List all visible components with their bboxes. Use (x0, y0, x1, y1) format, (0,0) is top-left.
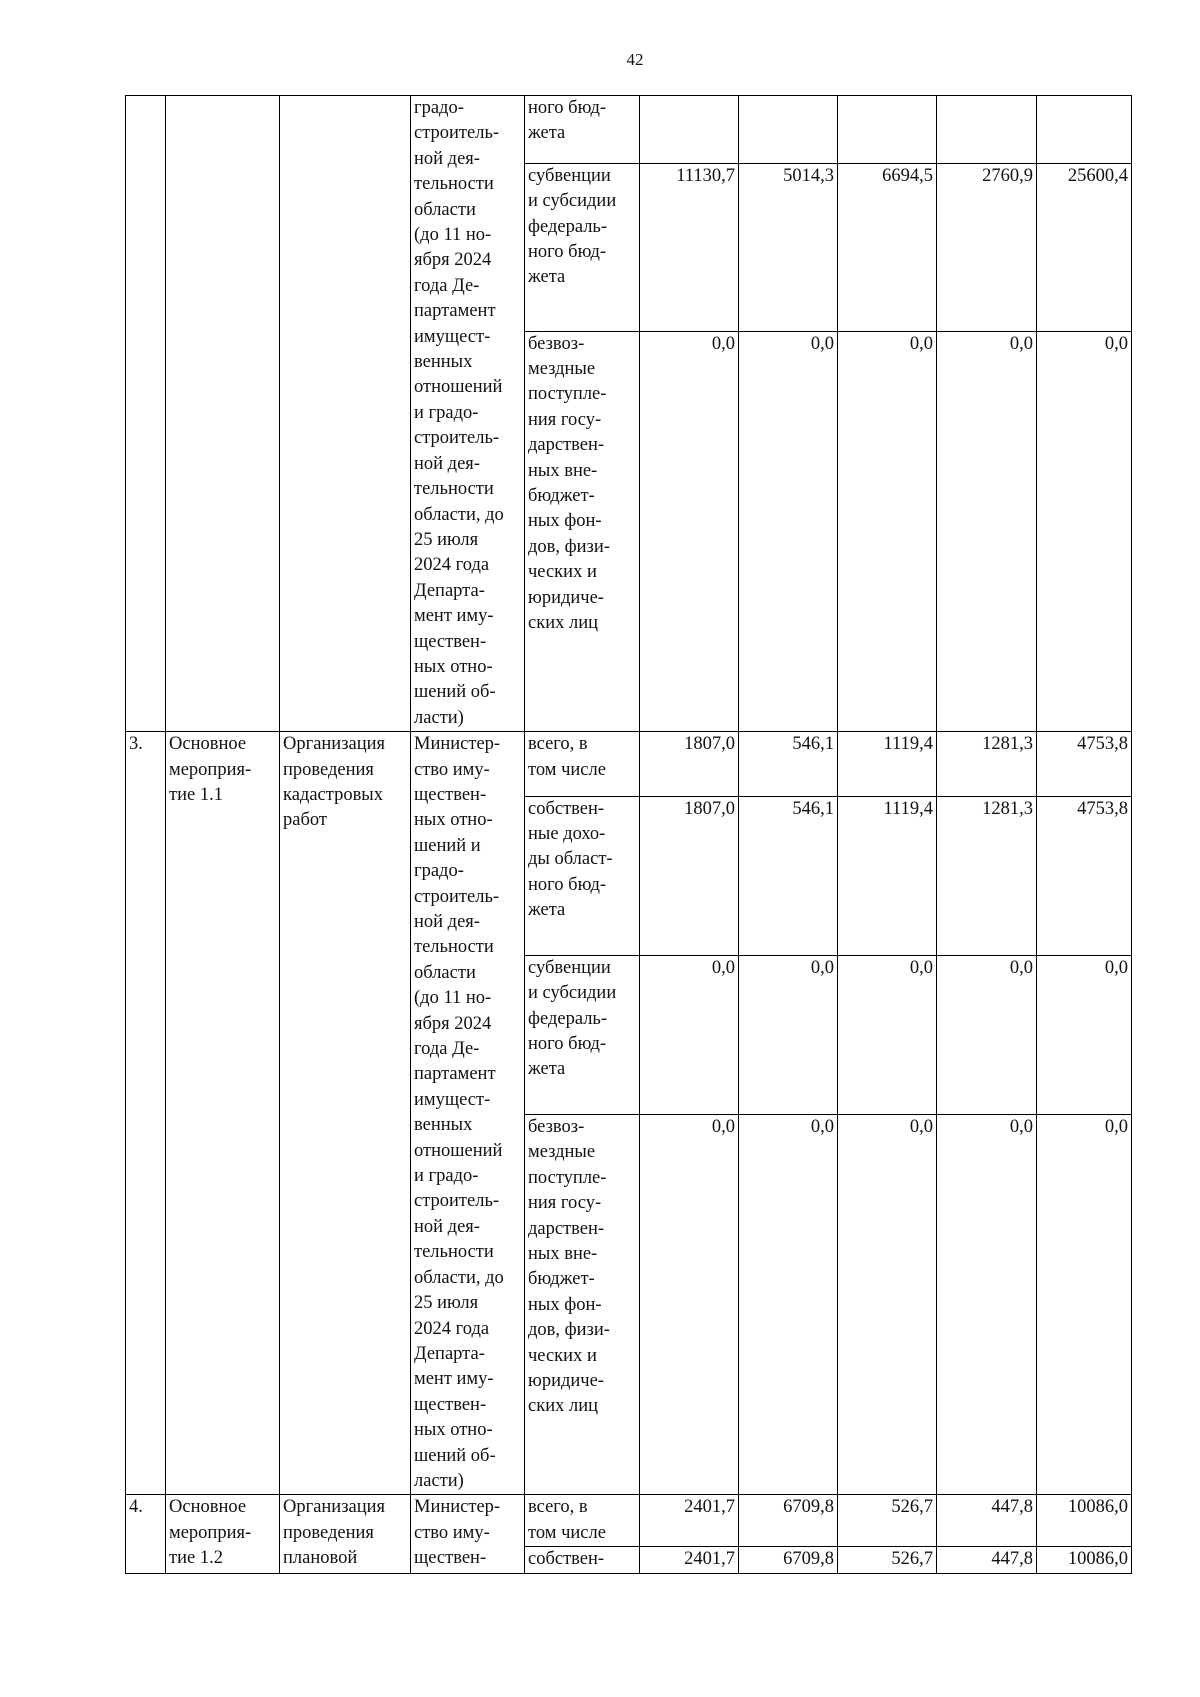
event-description-line: кадастровых (283, 784, 383, 805)
amount-cell: 1281,3 (937, 796, 1037, 955)
amount-cell: 0,0 (739, 1114, 838, 1494)
executor-line: ство иму- (414, 759, 490, 780)
executor (411, 96, 525, 732)
event-name (166, 96, 280, 732)
executor-line: (до 11 но- (414, 988, 492, 1009)
event-description-line: работ (283, 810, 327, 831)
funding-source-line: собствен- (528, 798, 605, 819)
amount-cell (1037, 96, 1132, 164)
funding-source-line: ных вне- (528, 1244, 598, 1265)
executor-line: Министер- (414, 734, 501, 755)
event-description-line: проведения (283, 759, 374, 780)
row-number (126, 96, 166, 732)
page-number: 42 (626, 50, 644, 69)
executor-line: венных (414, 1115, 473, 1136)
executor-line: области, до (414, 504, 504, 525)
executor-line: тельности (414, 174, 494, 195)
executor-line: ществен- (414, 1548, 487, 1569)
funding-source-line: дов, физи- (528, 536, 610, 557)
funding-source-line: мездные (528, 1142, 596, 1163)
amount-cell: 1807,0 (640, 732, 739, 796)
executor-line: ных отно- (414, 810, 493, 831)
executor (411, 732, 525, 1495)
funding-source-line: безвоз- (528, 333, 585, 354)
amount-cell: 6709,8 (739, 1495, 838, 1547)
executor-line: ября 2024 (414, 1013, 492, 1034)
funding-source-line: дарствен- (528, 1218, 605, 1239)
executor-line: тельности (414, 479, 494, 500)
executor-line: и градо- (414, 1166, 479, 1187)
event-name (166, 1495, 280, 1573)
amount-cell: 1281,3 (937, 732, 1037, 796)
amount-cell: 526,7 (838, 1495, 937, 1547)
funding-source-line: ды област- (528, 849, 613, 870)
amount-cell: 10086,0 (1037, 1495, 1132, 1547)
funding-source-line: ного бюд- (528, 98, 607, 118)
executor-line: области, до (414, 1267, 504, 1288)
executor-line: ных отно- (414, 1420, 493, 1441)
funding-source-line: безвоз- (528, 1116, 585, 1137)
funding-source (525, 1547, 640, 1573)
executor-line: Департа- (414, 580, 485, 601)
funding-source (525, 163, 640, 331)
executor-line: тельности (414, 1242, 494, 1263)
executor-line: строитель- (414, 428, 500, 449)
budget-table (125, 95, 1132, 1574)
table-row (126, 96, 1132, 164)
amount-cell (640, 96, 739, 164)
funding-source (525, 331, 640, 732)
amount-cell: 0,0 (640, 331, 739, 732)
executor-line: ство иму- (414, 1522, 490, 1543)
funding-source-line: федераль- (528, 216, 608, 237)
row-number: 4. (126, 1495, 166, 1573)
funding-source (525, 796, 640, 955)
amount-cell: 0,0 (937, 955, 1037, 1114)
amount-cell: 6694,5 (838, 163, 937, 331)
executor-line: ной дея- (414, 148, 480, 169)
amount-cell: 25600,4 (1037, 163, 1132, 331)
funding-source-line: бюджет- (528, 1269, 595, 1290)
funding-source-line: жета (528, 1059, 566, 1080)
executor-line: шений об- (414, 1445, 496, 1466)
funding-source-line: ного бюд- (528, 1034, 607, 1054)
amount-cell (739, 96, 838, 164)
funding-source-line: собствен- (528, 1549, 605, 1570)
funding-source (525, 96, 640, 164)
amount-cell: 546,1 (739, 796, 838, 955)
executor-line: градо- (414, 98, 464, 118)
funding-source-line: ные дохо- (528, 823, 606, 844)
executor-line: мент иму- (414, 606, 494, 627)
amount-cell: 0,0 (640, 955, 739, 1114)
amount-cell: 526,7 (838, 1547, 937, 1573)
amount-cell: 0,0 (937, 1114, 1037, 1494)
amount-cell: 1807,0 (640, 796, 739, 955)
amount-cell: 0,0 (1037, 331, 1132, 732)
amount-cell: 0,0 (739, 331, 838, 732)
funding-source-line: всего, в (528, 734, 588, 755)
funding-source-line: том числе (528, 1522, 606, 1543)
funding-source-line: жета (528, 267, 566, 288)
amount-cell: 0,0 (838, 955, 937, 1114)
executor-line: области (414, 962, 476, 983)
event-name-line: Основное (169, 1497, 247, 1518)
executor-line: года Де- (414, 275, 480, 296)
executor-line: ной дея- (414, 1216, 480, 1237)
amount-cell: 447,8 (937, 1547, 1037, 1573)
event-name-line: тие 1.1 (169, 784, 223, 805)
executor-line: области (414, 199, 476, 220)
funding-source-line: субвенции (528, 957, 611, 978)
executor-line: 2024 года (414, 555, 490, 576)
executor-line: 2024 года (414, 1318, 490, 1339)
executor-line: (до 11 но- (414, 225, 492, 246)
amount-cell: 0,0 (838, 1114, 937, 1494)
amount-cell: 2401,7 (640, 1495, 739, 1547)
executor-line: отношений (414, 1140, 503, 1161)
executor-line: 25 июля (414, 529, 479, 550)
funding-source (525, 1495, 640, 1547)
table-row (126, 1495, 1132, 1547)
amount-cell: 0,0 (838, 331, 937, 732)
funding-source (525, 732, 640, 796)
funding-source-line: и субсидии (528, 191, 617, 212)
funding-source-line: жета (528, 900, 566, 921)
event-description (280, 96, 411, 732)
event-description (280, 1495, 411, 1573)
executor-line: года Де- (414, 1039, 480, 1060)
executor-line: и градо- (414, 402, 479, 423)
funding-source-line: юридиче- (528, 1371, 604, 1392)
executor-line: ществен- (414, 784, 487, 805)
funding-source-line: поступле- (528, 1167, 607, 1188)
event-name-line: тие 1.2 (169, 1548, 223, 1569)
funding-source-line: поступле- (528, 384, 607, 405)
executor-line: Министер- (414, 1497, 501, 1518)
funding-source-line: ских лиц (528, 1396, 599, 1417)
amount-cell: 1119,4 (838, 732, 937, 796)
event-description (280, 732, 411, 1495)
executor-line: ной дея- (414, 912, 480, 932)
executor-line: строитель- (414, 1191, 500, 1212)
executor (411, 1495, 525, 1573)
amount-cell: 4753,8 (1037, 796, 1132, 955)
amount-cell: 0,0 (739, 955, 838, 1114)
executor-line: строитель- (414, 886, 500, 907)
funding-source-line: ных фон- (528, 511, 602, 532)
funding-source-line: субвенции (528, 165, 611, 186)
executor-line: партамент (414, 301, 496, 322)
executor-line: ществен- (414, 1394, 487, 1415)
funding-source-line: мездные (528, 358, 596, 379)
event-name-line: мероприя- (169, 759, 252, 780)
event-name-line: Основное (169, 734, 247, 755)
amount-cell: 6709,8 (739, 1547, 838, 1573)
funding-source-line: юридиче- (528, 587, 604, 608)
executor-line: ной дея- (414, 453, 480, 474)
executor-line: градо- (414, 861, 464, 882)
funding-source-line: ческих и (528, 1345, 597, 1366)
executor-line: отношений (414, 377, 503, 398)
executor-line: венных (414, 352, 473, 373)
executor-line: Департа- (414, 1343, 485, 1364)
amount-cell: 0,0 (640, 1114, 739, 1494)
funding-source-line: федераль- (528, 1008, 608, 1029)
executor-line: ласти) (414, 1470, 464, 1491)
funding-source-line: ных вне- (528, 460, 598, 481)
funding-source-line: ния госу- (528, 409, 602, 430)
funding-source-line: ных фон- (528, 1294, 602, 1315)
amount-cell: 0,0 (1037, 1114, 1132, 1494)
event-description-line: проведения (283, 1522, 374, 1543)
executor-line: мент иму- (414, 1369, 494, 1390)
amount-cell: 1119,4 (838, 796, 937, 955)
funding-source-line: ного бюд- (528, 242, 607, 263)
executor-line: строитель- (414, 123, 500, 144)
funding-source-line: всего, в (528, 1497, 588, 1518)
executor-line: ября 2024 (414, 250, 492, 271)
amount-cell: 0,0 (1037, 955, 1132, 1114)
amount-cell: 4753,8 (1037, 732, 1132, 796)
amount-cell: 10086,0 (1037, 1547, 1132, 1573)
funding-source (525, 955, 640, 1114)
funding-source-line: дарствен- (528, 435, 605, 456)
funding-source-line: и субсидии (528, 983, 617, 1004)
funding-source-line: том числе (528, 759, 606, 780)
executor-line: тельности (414, 937, 494, 958)
amount-cell: 2401,7 (640, 1547, 739, 1573)
amount-cell (838, 96, 937, 164)
funding-source (525, 1114, 640, 1494)
event-description-line: Организация (283, 734, 386, 755)
executor-line: 25 июля (414, 1293, 479, 1314)
amount-cell: 5014,3 (739, 163, 838, 331)
executor-line: партамент (414, 1064, 496, 1085)
amount-cell (937, 96, 1037, 164)
amount-cell: 11130,7 (640, 163, 739, 331)
funding-source-line: жета (528, 123, 566, 144)
executor-line: ществен- (414, 631, 487, 652)
funding-source-line: бюджет- (528, 485, 595, 506)
amount-cell: 0,0 (937, 331, 1037, 732)
executor-line: имущест- (414, 1089, 491, 1110)
table-row (126, 732, 1132, 796)
executor-line: ласти) (414, 707, 464, 728)
executor-line: шений об- (414, 682, 496, 703)
amount-cell: 546,1 (739, 732, 838, 796)
executor-line: шений и (414, 835, 481, 856)
funding-source-line: ских лиц (528, 613, 599, 633)
executor-line: имущест- (414, 326, 491, 347)
event-description-line: плановой (283, 1548, 358, 1569)
funding-source-line: ного бюд- (528, 874, 607, 895)
funding-source-line: дов, физи- (528, 1320, 610, 1341)
funding-source-line: ния госу- (528, 1193, 602, 1214)
event-name-line: мероприя- (169, 1522, 252, 1543)
amount-cell: 2760,9 (937, 163, 1037, 331)
amount-cell: 447,8 (937, 1495, 1037, 1547)
event-name (166, 732, 280, 1495)
row-number: 3. (126, 732, 166, 1495)
funding-source-line: ческих и (528, 562, 597, 583)
executor-line: ных отно- (414, 656, 493, 677)
event-description-line: Организация (283, 1497, 386, 1518)
